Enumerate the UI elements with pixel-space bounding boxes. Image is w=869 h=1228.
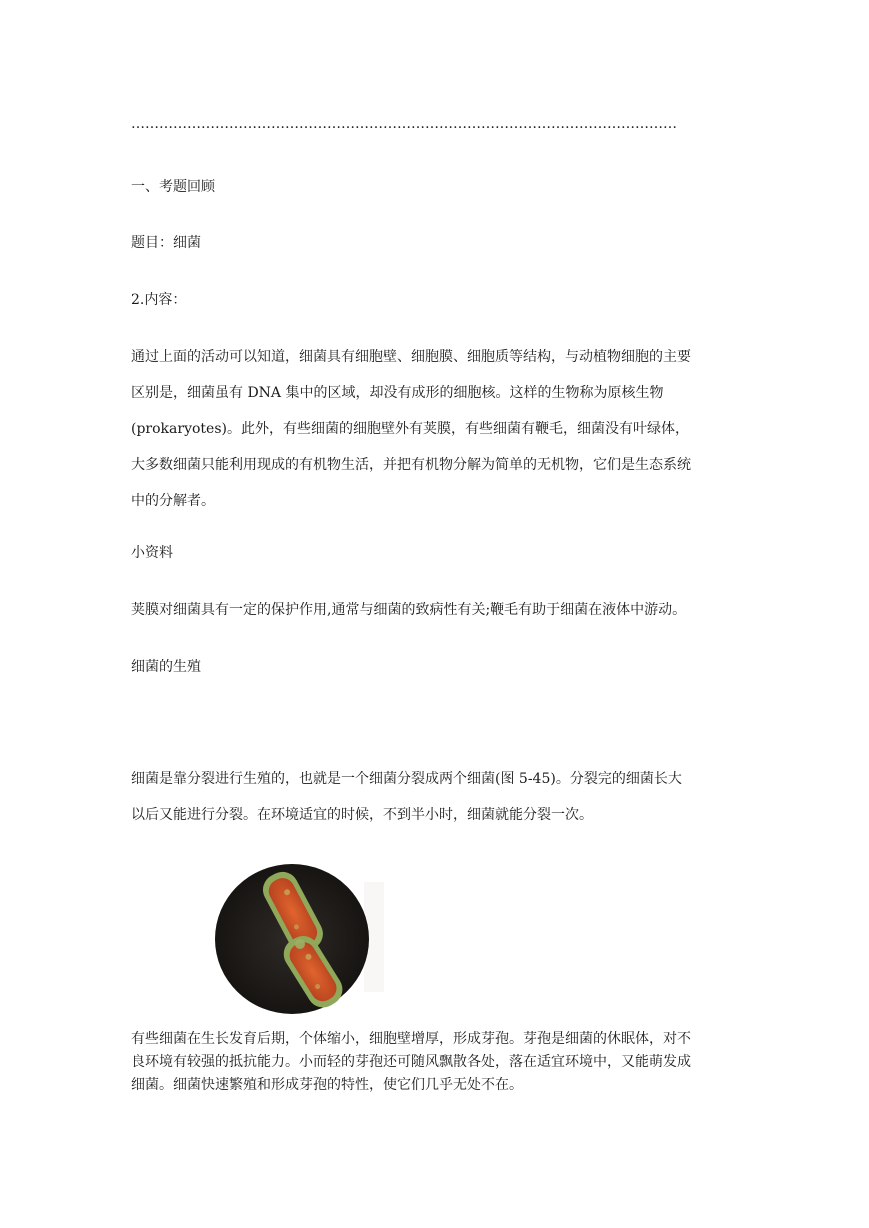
spore-paragraph-line: 有些细菌在生长发育后期，个体缩小，细胞壁增厚，形成芽孢。芽孢是细菌的休眠体，对不 <box>131 1031 691 1047</box>
main-paragraph-line: (prokaryotes)。此外，有些细菌的细胞壁外有荚膜，有些细菌有鞭毛，细菌没有叶绿体， <box>131 421 689 437</box>
main-paragraph-line: 通过上面的活动可以知道，细菌具有细胞壁、细胞膜、细胞质等结构，与动植物细胞的主要 <box>131 349 691 365</box>
reproduction-paragraph <box>131 772 741 844</box>
info-heading: 小资料 <box>131 545 173 561</box>
reproduction-paragraph-line: 以后又能进行分裂。在环境适宜的时候，不到半小时，细菌就能分裂一次。 <box>131 807 593 823</box>
spore-paragraph-line: 细菌。细菌快速繁殖和形成芽孢的特性，使它们几乎无处不在。 <box>131 1077 523 1093</box>
main-paragraph-line: 大多数细菌只能利用现成的有机物生活，并把有机物分解为简单的无机物，它们是生态系统 <box>131 457 691 473</box>
spore-paragraph-line: 良环境有较强的抵抗能力。小而轻的芽孢还可随风飘散各处，落在适宜环境中，又能萌发成 <box>131 1054 691 1070</box>
info-text: 荚膜对细菌具有一定的保护作用,通常与细菌的致病性有关;鞭毛有助于细菌在液体中游动。 <box>131 602 687 618</box>
section-heading: 一、考题回顾 <box>131 179 215 195</box>
bacterium-illustration <box>214 862 384 1014</box>
main-paragraph <box>131 350 741 530</box>
dotted-separator: ……………………………………………………………………………………………………… <box>131 116 677 132</box>
spore-paragraph <box>131 1032 741 1101</box>
dividing-bacterium-image <box>214 862 384 1014</box>
reproduction-heading: 细菌的生殖 <box>131 659 201 675</box>
content-label: 2.内容： <box>131 292 187 308</box>
main-paragraph-line: 中的分解者。 <box>131 493 215 509</box>
topic-line: 题目：细菌 <box>131 235 201 251</box>
reproduction-paragraph-line: 细菌是靠分裂进行生殖的，也就是一个细菌分裂成两个细菌(图 5-45)。分裂完的细菌长大 <box>131 771 682 787</box>
main-paragraph-line: 区别是，细菌虽有 DNA 集中的区域，却没有成形的细胞核。这样的生物称为原核生物 <box>131 385 664 401</box>
